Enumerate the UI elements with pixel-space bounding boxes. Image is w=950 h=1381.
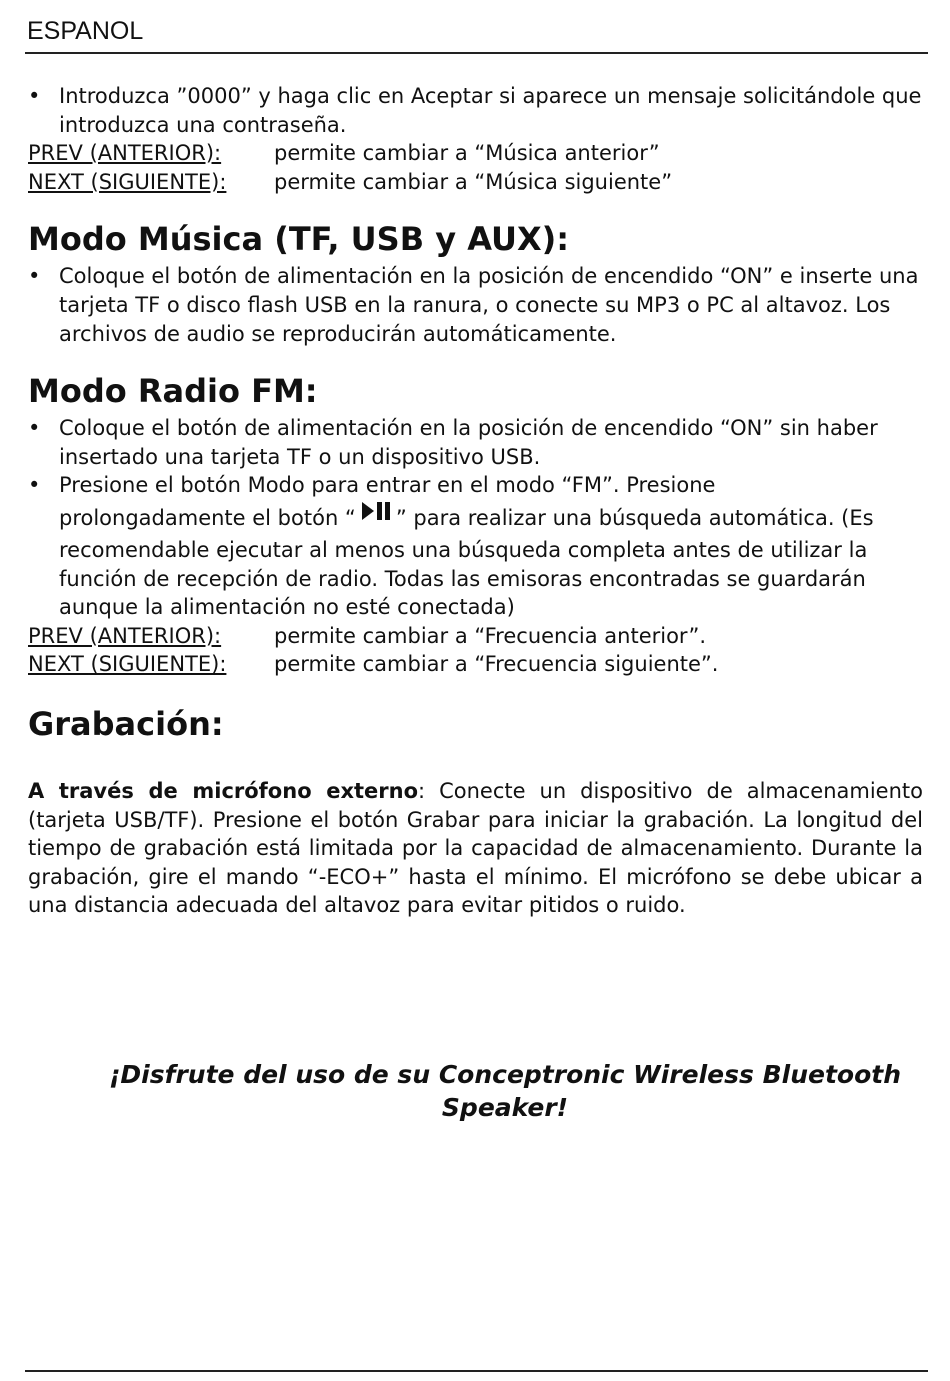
radio-bullet-1: • Coloque el botón de alimentación en la posición de encendido “ON” sin haber insertado una tarjeta TF o un dispositivo USB. [28, 414, 923, 471]
top-divider [25, 52, 928, 54]
manual-content [28, 82, 923, 920]
prev-key: PREV (ANTERIOR): [28, 141, 222, 166]
radio-bullet-2-pre-icon: prolongadamente el botón “ [59, 505, 356, 530]
radio-next-row [28, 650, 923, 679]
radio-next-key: NEXT (SIGUIENTE): [28, 652, 227, 677]
radio-prev-row [28, 622, 923, 651]
recording-body: : Conecte un dispositivo de almacenamiento (tarjeta USB/TF). Presione el botón Grabar para iniciar la grabación. La longitud del tiempo de grabación está limitada por la capacidad de almacenamiento. Durante la grabación, gire el mando “-ECO+” hasta el mínimo. El micrófono se debe ubicar a una distancia adecuada del altavoz para evitar pitidos o ruido. [28, 778, 923, 918]
intro-prev-row [28, 139, 923, 168]
music-mode-heading: Modo Música (TF, USB y AUX): [28, 220, 570, 259]
radio-prev-value: permite cambiar a “Frecuencia anterior”. [274, 623, 706, 648]
next-key: NEXT (SIGUIENTE): [28, 169, 227, 194]
language-header: ESPANOL [27, 17, 144, 45]
intro-next-row [28, 168, 923, 197]
recording-heading: Grabación: [28, 704, 224, 743]
closing-line-2: Speaker! [441, 1093, 569, 1122]
next-value: permite cambiar a “Música siguiente” [274, 169, 673, 194]
recording-paragraph [28, 777, 923, 920]
radio-mode-heading: Modo Radio FM: [28, 372, 318, 411]
radio-bullet-2-post-icon: ” para realizar una búsqueda automática. (Es recomendable ejecutar al menos una búsqueda completa antes de utilizar la función de recepción de radio. Todas las emisoras encontradas se guardarán aunque la alimentación no esté conectada) [59, 505, 874, 620]
closing-message [0, 1058, 950, 1124]
radio-next-value: permite cambiar a “Frecuencia siguiente”. [274, 652, 719, 677]
music-mode-bullet: • Coloque el botón de alimentación en la posición de encendido “ON” e inserte una tarjeta TF o disco flash USB en la ranura, o conecte su MP3 o PC al altavoz. Los archivos de audio se reproducirán automáticamente. [28, 262, 923, 348]
bottom-divider [25, 1370, 928, 1372]
closing-line-1: ¡Disfrute del uso de su Conceptronic Wireless Bluetooth [108, 1060, 902, 1089]
radio-bullet-2 [28, 471, 923, 621]
play-pause-icon [360, 500, 392, 530]
radio-prev-key: PREV (ANTERIOR): [28, 623, 222, 648]
intro-bullet: • Introduzca ”0000” y haga clic en Aceptar si aparece un mensaje solicitándole que introduzca una contraseña. [28, 82, 923, 139]
prev-value: permite cambiar a “Música anterior” [274, 141, 660, 166]
radio-bullet-2-line1: Presione el botón Modo para entrar en el modo “FM”. Presione [59, 473, 716, 498]
recording-lead: A través de micrófono externo [28, 778, 419, 803]
